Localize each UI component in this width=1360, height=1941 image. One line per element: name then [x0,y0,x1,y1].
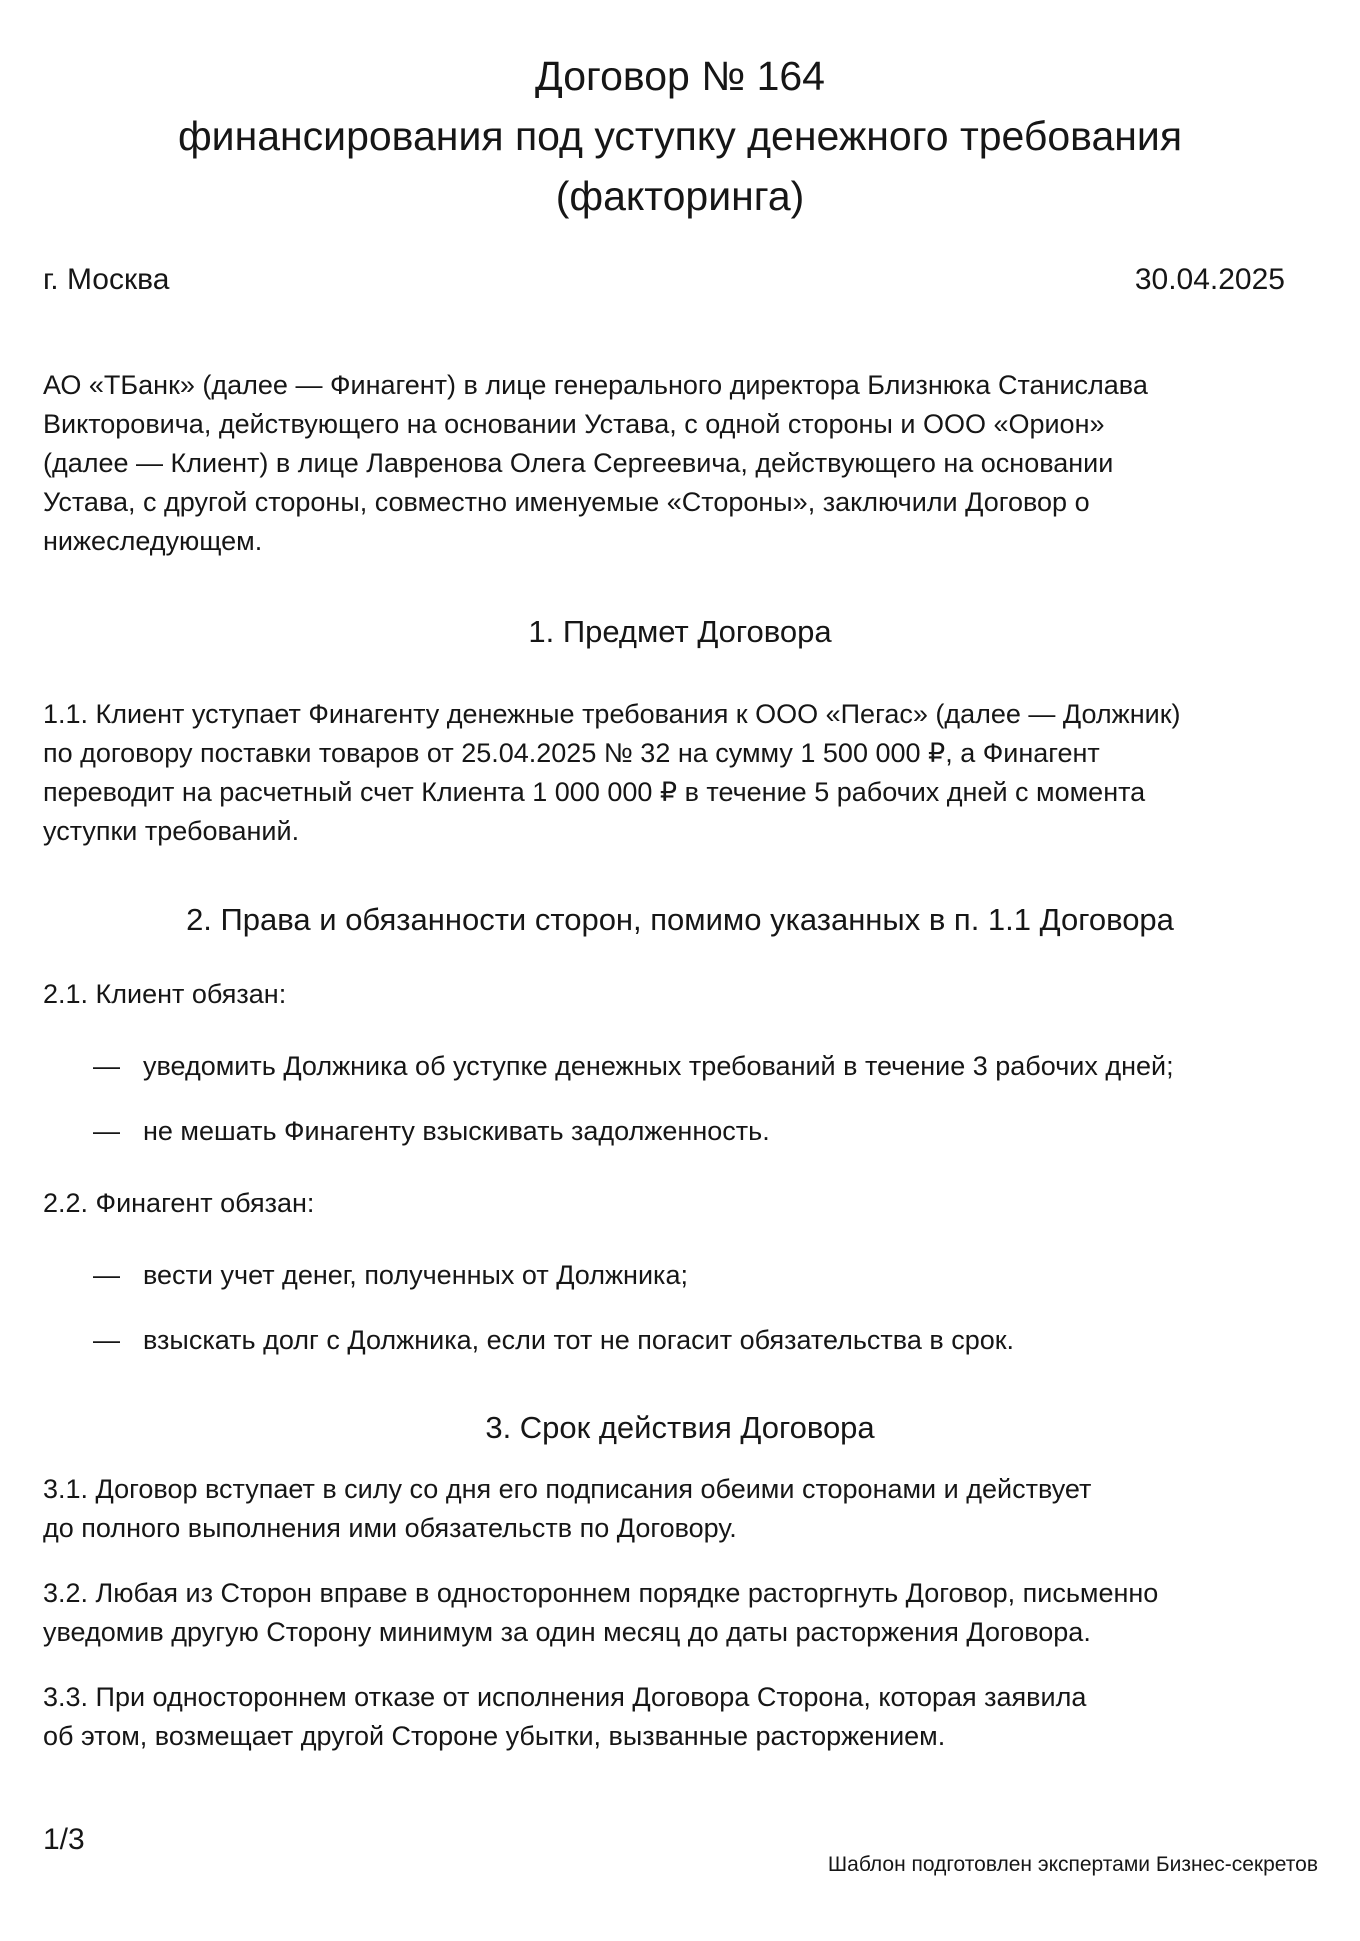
preamble-line: Устава, с другой стороны, совместно именуемые «Стороны», заключили Договор о [43,487,1090,517]
preamble-paragraph [0,366,1360,561]
section-1-heading: 1. Предмет Договора [528,614,832,649]
city-date-row [0,264,1360,296]
bullet-dash: — [93,1116,120,1146]
bullet-dash: — [93,1325,120,1355]
client-obligation-text: не мешать Финагенту взыскивать задолженность. [143,1116,770,1146]
clause-3-1-paragraph [0,1470,1360,1548]
clause-1-1-line: по договору поставки товаров от 25.04.2025 № 32 на сумму 1 500 000 ₽, а Финагент [43,738,1100,768]
preamble-line: АО «ТБанк» (далее — Финагент) в лице генерального директора Близнюка Станислава [43,370,1148,400]
finagent-obligation-text: вести учет денег, полученных от Должника; [143,1260,688,1290]
clause-3-3-paragraph [0,1678,1360,1756]
template-credit-text: Шаблон подготовлен экспертами Бизнес-секретов [827,1853,1318,1876]
section-3-heading: 3. Срок действия Договора [485,1410,875,1445]
clause-3-1-line: до полного выполнения ими обязательств по Договору. [43,1513,737,1543]
clause-3-1-line: 3.1. Договор вступает в силу со дня его подписания обеими сторонами и действует [43,1474,1092,1504]
contract-date: 30.04.2025 [1134,263,1285,296]
contract-city: г. Москва [43,263,170,296]
document-title-line: Договор № 164 [535,53,825,99]
preamble-line: (далее — Клиент) в лице Лавренова Олега Сергеевича, действующего на основании [43,448,1114,478]
client-obligation-item [0,1047,1360,1086]
clause-3-2-paragraph [0,1574,1360,1652]
client-obligation-item [0,1112,1360,1151]
document-title-line: (факторинга) [555,173,805,219]
document-title [0,0,1360,226]
clause-1-1-paragraph [0,695,1360,851]
clause-3-3-line: об этом, возмещает другой Стороне убытки, вызванные расторжением. [43,1721,946,1751]
clause-3-2-line: 3.2. Любая из Сторон вправе в одностороннем порядке расторгнуть Договор, письменно [43,1578,1159,1608]
clause-1-1-line: переводит на расчетный счет Клиента 1 000 000 ₽ в течение 5 рабочих дней с момента [43,777,1146,807]
document-title-line: финансирования под уступку денежного требования [177,113,1183,159]
clause-2-2-paragraph: 2.2. Финагент обязан: [43,1188,315,1218]
clause-1-1-line: 1.1. Клиент уступает Финагенту денежные требования к ООО «Пегас» (далее — Должник) [43,699,1181,729]
finagent-obligation-text: взыскать долг с Должника, если тот не погасит обязательства в срок. [143,1325,1015,1355]
preamble-line: нижеследующем. [43,526,263,556]
section-2-heading: 2. Права и обязанности сторон, помимо указанных в п. 1.1 Договора [186,902,1174,937]
finagent-obligation-item [0,1321,1360,1360]
preamble-line: Викторовича, действующего на основании Устава, с одной стороны и ООО «Орион» [43,409,1105,439]
bullet-dash: — [93,1260,120,1290]
page-number-indicator: 1/3 [43,1823,85,1856]
clause-2-1-paragraph: 2.1. Клиент обязан: [43,979,287,1009]
clause-1-1-line: уступки требований. [43,816,300,846]
finagent-obligation-item [0,1256,1360,1295]
clause-3-2-line: уведомив другую Сторону минимум за один месяц до даты расторжения Договора. [43,1617,1091,1647]
bullet-dash: — [93,1051,120,1081]
clause-3-3-line: 3.3. При одностороннем отказе от исполнения Договора Сторона, которая заявила [43,1682,1087,1712]
client-obligation-text: уведомить Должника об уступке денежных требований в течение 3 рабочих дней; [143,1051,1174,1081]
